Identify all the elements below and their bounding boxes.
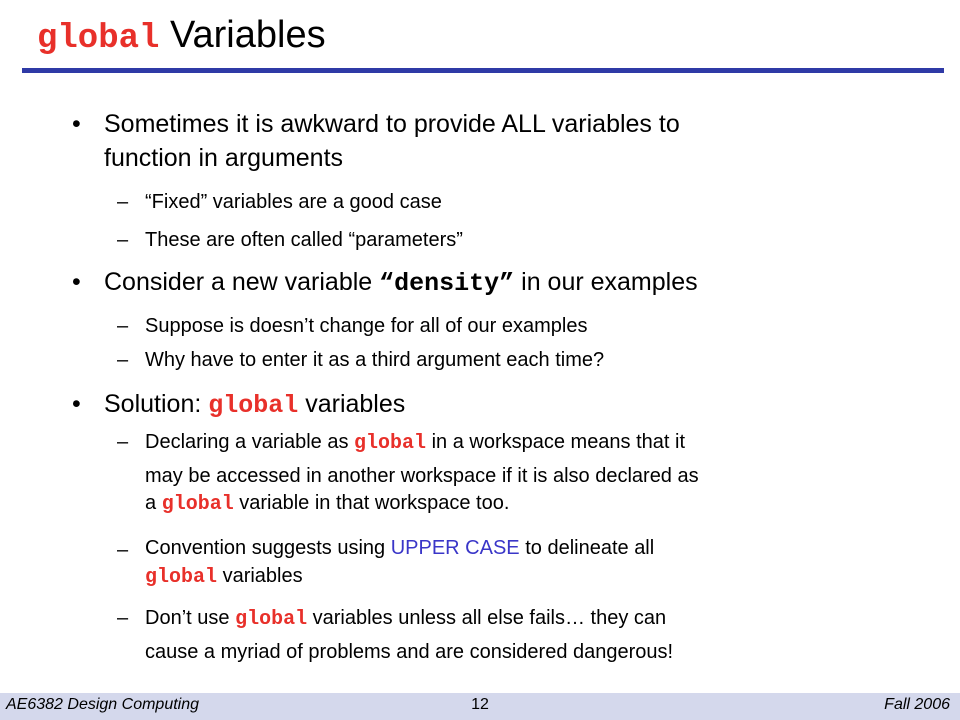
bullet-1-text xyxy=(104,107,894,175)
bullet-3-sub-2-upper: UPPER CASE xyxy=(390,537,520,559)
bullet-3-sub-3-a: Don’t use xyxy=(145,607,236,629)
bullet-3-post: variables xyxy=(298,390,406,418)
title-keyword: global xyxy=(37,20,160,58)
bullet-2-code: “density” xyxy=(379,269,515,298)
footer-page-number: 12 xyxy=(471,696,489,713)
sub-dash: – xyxy=(117,315,129,337)
bullet-3-sub-2-a: Convention suggests using xyxy=(145,537,391,559)
footer-term: Fall 2006 xyxy=(884,696,950,713)
bullet-3-sub-1-code: global xyxy=(354,432,427,455)
slide-footer xyxy=(0,693,960,720)
bullet-3-sub-1-b: in a workspace means that it xyxy=(426,431,686,453)
bullet-3-sub-2-c: variables xyxy=(217,565,303,587)
sub-dash: – xyxy=(117,349,129,371)
bullet-2-pre: Consider a new variable xyxy=(104,268,380,296)
bullet-3-text xyxy=(104,387,894,423)
bullet-dot: • xyxy=(72,390,81,418)
bullet-3-sub-3-text xyxy=(145,602,905,669)
bullet-3-pre: Solution: xyxy=(104,390,209,418)
bullet-3-sub-3-code: global xyxy=(235,608,308,631)
bullet-1-line-1: Sometimes it is awkward to provide ALL variables to xyxy=(104,110,680,138)
sub-dash: – xyxy=(117,607,129,629)
bullet-3-sub-3-b: variables unless all else fails… they can xyxy=(307,607,667,629)
title-text: Variables xyxy=(159,14,326,56)
bullet-dot: • xyxy=(72,110,81,138)
sub-dash: – xyxy=(117,229,129,251)
bullet-3-sub-2-code: global xyxy=(145,566,218,589)
bullet-3-code: global xyxy=(208,391,299,420)
bullet-1-sub-1-text: “Fixed” variables are a good case xyxy=(145,191,442,213)
bullet-3-sub-1-d: variable in that workspace too. xyxy=(233,492,510,514)
footer-course: AE6382 Design Computing xyxy=(6,696,200,713)
sub-dash: – xyxy=(117,539,129,561)
bullet-3-sub-3-line-2: cause a myriad of problems and are considered dangerous! xyxy=(145,641,674,663)
bullet-1-line-2: function in arguments xyxy=(104,144,344,172)
bullet-dot: • xyxy=(72,268,81,296)
bullet-3-sub-1-line-2: may be accessed in another workspace if it is also declared as xyxy=(145,465,699,487)
bullet-3-sub-1-c: a xyxy=(145,492,162,514)
bullet-3-sub-2-b: to delineate all xyxy=(519,537,655,559)
bullet-3-sub-2-text xyxy=(145,534,905,592)
bullet-2-sub-1-text: Suppose is doesn’t change for all of our examples xyxy=(145,315,588,337)
sub-dash: – xyxy=(117,431,129,453)
bullet-2-text xyxy=(104,265,894,301)
bullet-3-sub-1-text xyxy=(145,426,905,527)
bullet-1-sub-2-text: These are often called “parameters” xyxy=(145,229,463,251)
bullet-2-sub-2-text: Why have to enter it as a third argument each time? xyxy=(145,349,605,371)
sub-dash: – xyxy=(117,191,129,213)
bullet-3-sub-1-line-3 xyxy=(145,492,509,514)
bullet-2-post: in our examples xyxy=(514,268,698,296)
bullet-3-sub-1-code-2: global xyxy=(161,493,234,516)
bullet-3-sub-1-a: Declaring a variable as xyxy=(145,431,354,453)
